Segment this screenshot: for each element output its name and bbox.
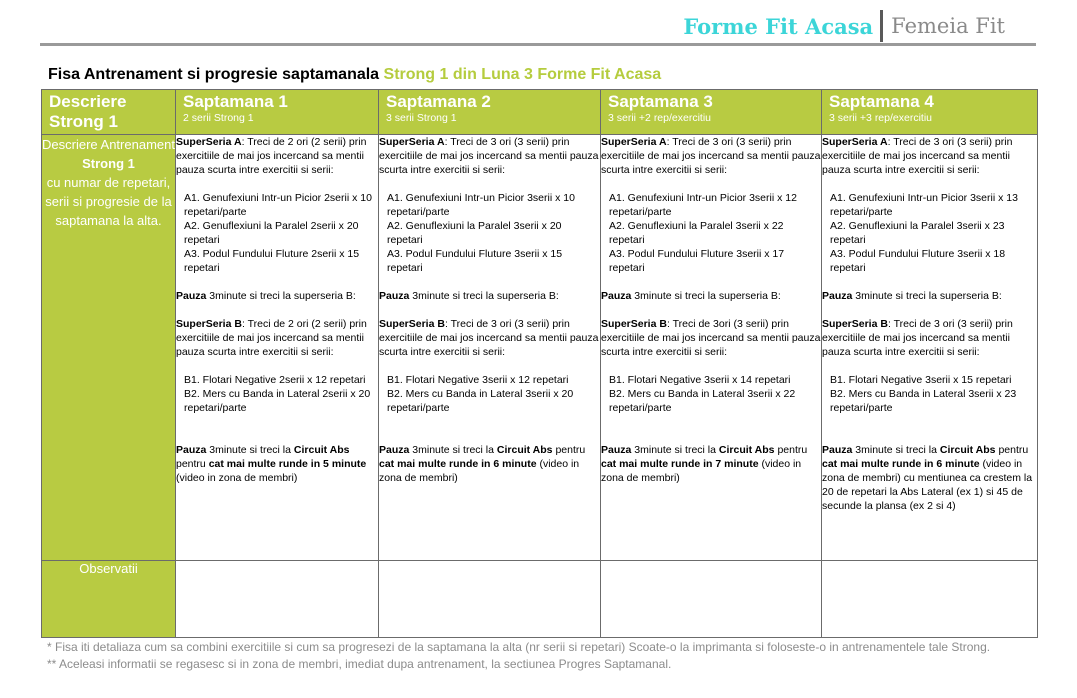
exercise-b2: B2. Mers cu Banda in Lateral 3serii x 23 repetari/parte: [830, 388, 1017, 414]
sidebar-header-title: Descriere Strong 1: [49, 92, 127, 131]
pause-text: 3minute si treci la superseria B:: [409, 290, 559, 302]
week-4-title: Saptamana 4: [829, 92, 934, 111]
week-1-subtitle: 2 serii Strong 1: [183, 112, 254, 124]
week-2-header: [379, 90, 601, 135]
superseria-a-text: : Treci de 3 ori (3 serii) prin exercitiile de mai jos incercand sa mentii pauza scurta intre exercitii si serii:: [379, 136, 599, 176]
exercise-a2: A2. Genuflexiuni la Paralel 3serii x 22 repetari: [609, 220, 784, 246]
exercise-a3: A3. Podul Fundului Fluture 3serii x 17 repetari: [609, 248, 785, 274]
week-1-header: [176, 90, 379, 135]
exercise-a2: A2. Genuflexiuni la Paralel 3serii x 23 repetari: [830, 220, 1005, 246]
sidebar-description: [42, 135, 176, 561]
circuit-abs-note: Pauza 3minute si treci la Circuit Abs pentru cat mai multe runde in 7 minute (video in zona de membri): [601, 444, 808, 484]
exercise-a1: A1. Genufexiuni Intr-un Picior 2serii x 10 repetari/parte: [184, 192, 372, 218]
week-3-title: Saptamana 3: [608, 92, 713, 111]
exercise-b1: B1. Flotari Negative 2serii x 12 repetari: [184, 374, 366, 386]
pause-label: Pauza: [379, 290, 410, 302]
exercise-b2: B2. Mers cu Banda in Lateral 3serii x 20 repetari/parte: [387, 388, 574, 414]
week-4-subtitle: 3 serii +3 rep/exercitiu: [829, 112, 933, 124]
superseria-b-label: SuperSeria B: [601, 318, 667, 330]
exercise-b1: B1. Flotari Negative 3serii x 14 repetari: [609, 374, 791, 386]
brand-title: Forme Fit Acasa: [683, 13, 874, 39]
week-4-content: [822, 135, 1038, 561]
pause-text: 3minute si treci la superseria B:: [631, 290, 781, 302]
exercise-a3: A3. Podul Fundului Fluture 2serii x 15 repetari: [184, 248, 360, 274]
circuit-abs-note: Pauza 3minute si treci la Circuit Abs pentru cat mai multe runde in 5 minute (video in zona de membri): [176, 444, 367, 484]
superseria-b-text: : Treci de 3 ori (3 serii) prin exercitiile de mai jos incercand sa mentii pauza scurta intre exercitii si serii:: [822, 318, 1013, 358]
superseria-b-text: : Treci de 2 ori (2 serii) prin exercitiile de mai jos incercand sa mentii pauza scurta intre exercitii si serii:: [176, 318, 367, 358]
superseria-b-label: SuperSeria B: [379, 318, 445, 330]
exercise-a3: A3. Podul Fundului Fluture 3serii x 15 repetari: [387, 248, 563, 274]
sidebar-header: [42, 90, 176, 135]
observatii-label: Observatii: [42, 561, 176, 638]
superseria-b-text: : Treci de 3 ori (3 serii) prin exercitiile de mai jos incercand sa mentii pauza scurta intre exercitii si serii:: [379, 318, 599, 358]
superseria-b-label: SuperSeria B: [176, 318, 242, 330]
exercise-a1: A1. Genufexiuni Intr-un Picior 3serii x 13 repetari/parte: [830, 192, 1018, 218]
superseria-a-label: SuperSeria A: [601, 136, 667, 148]
progress-table: [41, 89, 1038, 638]
exercise-a1: A1. Genufexiuni Intr-un Picior 3serii x 10 repetari/parte: [387, 192, 575, 218]
week-3-subtitle: 3 serii +2 rep/exercitiu: [608, 112, 712, 124]
week-2-observatii[interactable]: [379, 561, 601, 638]
document-title: [48, 66, 661, 84]
pause-label: Pauza: [601, 290, 632, 302]
exercise-b2: B2. Mers cu Banda in Lateral 3serii x 22 repetari/parte: [609, 388, 796, 414]
pause-text: 3minute si treci la superseria B:: [206, 290, 356, 302]
superseria-a-label: SuperSeria A: [379, 136, 445, 148]
exercise-a2: A2. Genuflexiuni la Paralel 2serii x 20 repetari: [184, 220, 359, 246]
week-3-observatii[interactable]: [601, 561, 822, 638]
superseria-a-label: SuperSeria A: [822, 136, 888, 148]
superseria-b-text: : Treci de 3ori (3 serii) prin exercitiile de mai jos incercand sa mentii pauza scurta intre exercitii si serii:: [601, 318, 821, 358]
week-3-content: [601, 135, 822, 561]
exercise-a3: A3. Podul Fundului Fluture 3serii x 18 repetari: [830, 248, 1006, 274]
circuit-abs-note: Pauza 3minute si treci la Circuit Abs pentru cat mai multe runde in 6 minute (video in zona de membri): [379, 444, 586, 484]
footnote-2: ** Aceleasi informatii se regasesc si in zona de membri, imediat dupa antrenament, la sectiunea Progres Saptamanal.: [47, 657, 672, 671]
document-title-accent: Strong 1 din Luna 3 Forme Fit Acasa: [383, 66, 662, 83]
superseria-a-text: : Treci de 2 ori (2 serii) prin exercitiile de mai jos incercand sa mentii pauza scurta intre exercitii si serii:: [176, 136, 367, 176]
brand-subtitle: Femeia Fit: [891, 14, 1005, 38]
week-2-content: [379, 135, 601, 561]
document-title-prefix: Fisa Antrenament si progresie saptamanala: [48, 66, 380, 83]
superseria-a-text: : Treci de 3 ori (3 serii) prin exercitiile de mai jos incercand sa mentii pauza scurta intre exercitii si serii:: [601, 136, 821, 176]
sidebar-line-2: cu numar de repetari, serii si progresie de la saptamana la alta.: [45, 175, 172, 228]
sidebar-bold: Strong 1: [82, 156, 135, 171]
pause-label: Pauza: [822, 290, 853, 302]
sidebar-line-1: Descriere Antrenament: [42, 137, 175, 152]
week-3-header: [601, 90, 822, 135]
exercise-a2: A2. Genuflexiuni la Paralel 3serii x 20 repetari: [387, 220, 562, 246]
header-rule: [40, 43, 1036, 46]
exercise-b1: B1. Flotari Negative 3serii x 12 repetari: [387, 374, 569, 386]
exercise-b2: B2. Mers cu Banda in Lateral 2serii x 20 repetari/parte: [184, 388, 371, 414]
exercise-a1: A1. Genufexiuni Intr-un Picior 3serii x 12 repetari/parte: [609, 192, 797, 218]
week-4-observatii[interactable]: [822, 561, 1038, 638]
superseria-a-label: SuperSeria A: [176, 136, 242, 148]
week-1-content: [176, 135, 379, 561]
week-1-observatii[interactable]: [176, 561, 379, 638]
footnote-1: * Fisa iti detaliaza cum sa combini exercitiile si cum sa progresezi de la saptamana la alta (nr serii si repetari) Scoate-o la imprimanta si foloseste-o in antrenamentele tale Strong.: [47, 640, 991, 654]
pause-text: 3minute si treci la superseria B:: [852, 290, 1002, 302]
week-2-subtitle: 3 serii Strong 1: [386, 112, 457, 124]
pause-label: Pauza: [176, 290, 207, 302]
week-4-header: [822, 90, 1038, 135]
circuit-abs-note: Pauza 3minute si treci la Circuit Abs pentru cat mai multe runde in 6 minute (video in zona de membri) cu mentiunea ca crestem la 20 de repetari la Abs Lateral (ex 1) si 45 de secunde la plansa (ex 2 si 4): [822, 444, 1033, 512]
exercise-b1: B1. Flotari Negative 3serii x 15 repetari: [830, 374, 1012, 386]
week-1-title: Saptamana 1: [183, 92, 288, 111]
superseria-b-label: SuperSeria B: [822, 318, 888, 330]
superseria-a-text: : Treci de 3 ori (3 serii) prin exercitiile de mai jos incercand sa mentii pauza scurta intre exercitii si serii:: [822, 136, 1013, 176]
week-2-title: Saptamana 2: [386, 92, 491, 111]
brand-header: [683, 10, 1005, 42]
